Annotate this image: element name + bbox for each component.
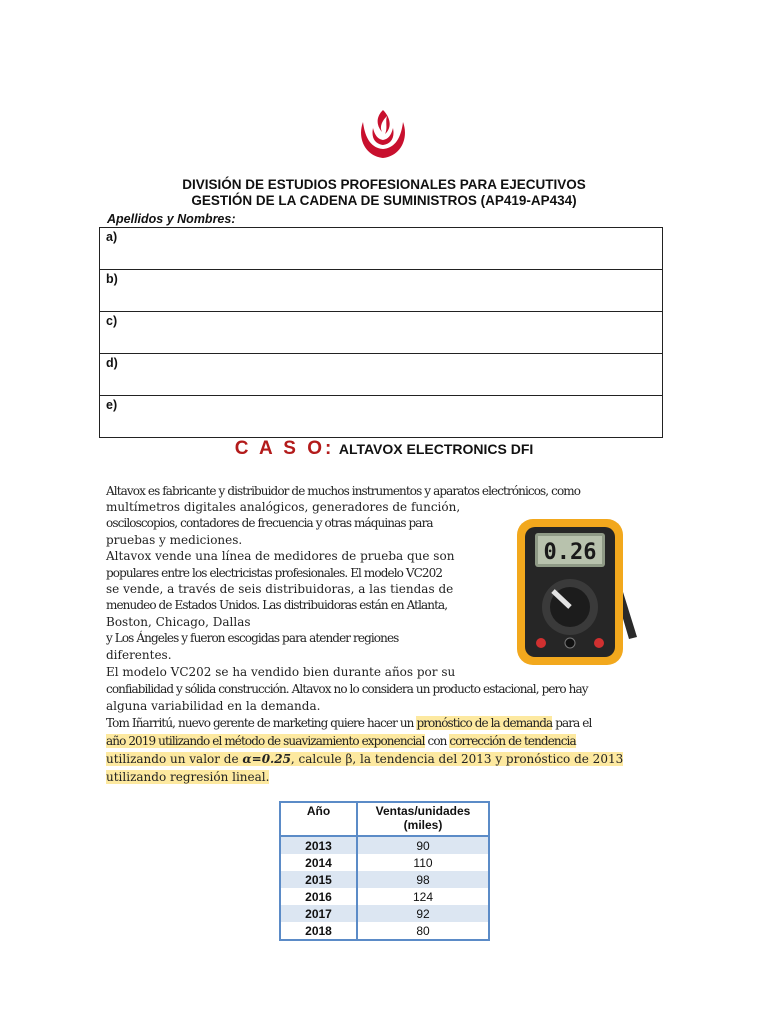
university-flame-logo [355,108,411,162]
paragraph-text: para el [552,716,592,730]
meter-display: 0.26 [543,540,597,565]
case-name: ALTAVOX ELECTRONICS DFI [338,441,534,457]
names-row[interactable] [100,396,663,438]
sales-cell: 110 [357,854,489,871]
course-title: GESTIÓN DE LA CADENA DE SUMINISTROS (AP419-AP434) [191,193,577,208]
paragraph-line: y Los Ángeles y fueron escogidas para atender regiones [106,631,399,645]
year-cell: 2015 [280,871,357,888]
table-header-row [280,802,489,836]
paragraph-line: se vende, a través de seis distribuidoras, a las tiendas de [106,582,454,596]
sales-cell: 92 [357,905,489,922]
names-table [99,227,663,438]
paragraph-line [106,751,623,767]
highlight-regression: utilizando regresión lineal. [106,770,270,784]
paragraph-line [106,733,576,749]
highlight-alpha-text [106,752,623,766]
paragraph-line: populares entre los electricistas profesionales. El modelo VC202 [106,566,443,580]
year-cell: 2014 [280,854,357,871]
paragraph-line: Altavox vende una línea de medidores de prueba que son [106,549,455,563]
multimeter-image [513,517,643,667]
paragraph-line: menudeo de Estados Unidos. Las distribuidoras están en Atlanta, [106,598,448,612]
highlight-trend-correction: corrección de tendencia [449,734,576,748]
sales-cell: 80 [357,922,489,940]
names-row-label: d) [100,354,663,396]
names-row[interactable] [100,354,663,396]
paragraph-line: El modelo VC202 se ha vendido bien durante años por su [106,665,456,679]
names-row[interactable] [100,228,663,270]
paragraph-line: diferentes. [106,648,172,662]
names-row-label: c) [100,312,663,354]
paragraph-line: multímetros digitales analógicos, generadores de función, [106,500,461,514]
paragraph-text: Tom Iñarritú, nuevo gerente de marketing quiere hacer un [106,716,417,730]
paragraph-line: Altavox es fabricante y distribuidor de muchos instrumentos y aparatos electrónicos, como [106,484,581,498]
names-label: Apellidos y Nombres: [107,212,236,226]
paragraph-line: osciloscopios, contadores de frecuencia y otras máquinas para [106,516,433,530]
names-row-label: a) [100,228,663,270]
table-row [280,854,489,871]
sales-table [279,801,490,941]
paragraph-line: confiabilidad y sólida construcción. Altavox no lo considera un producto estacional, pero hay [106,682,588,696]
year-cell: 2016 [280,888,357,905]
sales-cell: 124 [357,888,489,905]
names-row-label: e) [100,396,663,438]
paragraph-line: pruebas y mediciones. [106,533,243,547]
names-row-label: b) [100,270,663,312]
year-cell: 2017 [280,905,357,922]
year-header: Año [280,802,357,836]
highlight-smoothing-method: año 2019 utilizando el método de suavizamiento exponencial [106,734,425,748]
alpha-value: α=0.25 [242,752,291,766]
table-row [280,905,489,922]
table-row [280,888,489,905]
highlight-demand-forecast: pronóstico de la demanda [416,716,553,730]
case-word: C A S O: [234,438,335,459]
table-row [280,836,489,854]
sales-cell: 98 [357,871,489,888]
paragraph-line: alguna variabilidad en la demanda. [106,699,321,713]
paragraph-line [106,715,591,731]
names-row[interactable] [100,312,663,354]
paragraph-text: utilizando un valor de [106,752,243,766]
division-title: DIVISIÓN DE ESTUDIOS PROFESIONALES PARA EJECUTIVOS [182,177,586,192]
table-row [280,922,489,940]
paragraph-text: con [424,734,450,748]
year-cell: 2013 [280,836,357,854]
table-row [280,871,489,888]
paragraph-line [106,769,269,785]
names-row[interactable] [100,270,663,312]
sales-cell: 90 [357,836,489,854]
case-heading [0,438,768,460]
paragraph-line: Boston, Chicago, Dallas [106,615,251,629]
sales-header: Ventas/unidades (miles) [357,802,489,836]
paragraph-text: , calcule β, la tendencia del 2013 y pronóstico de 2013 [290,752,624,766]
year-cell: 2018 [280,922,357,940]
